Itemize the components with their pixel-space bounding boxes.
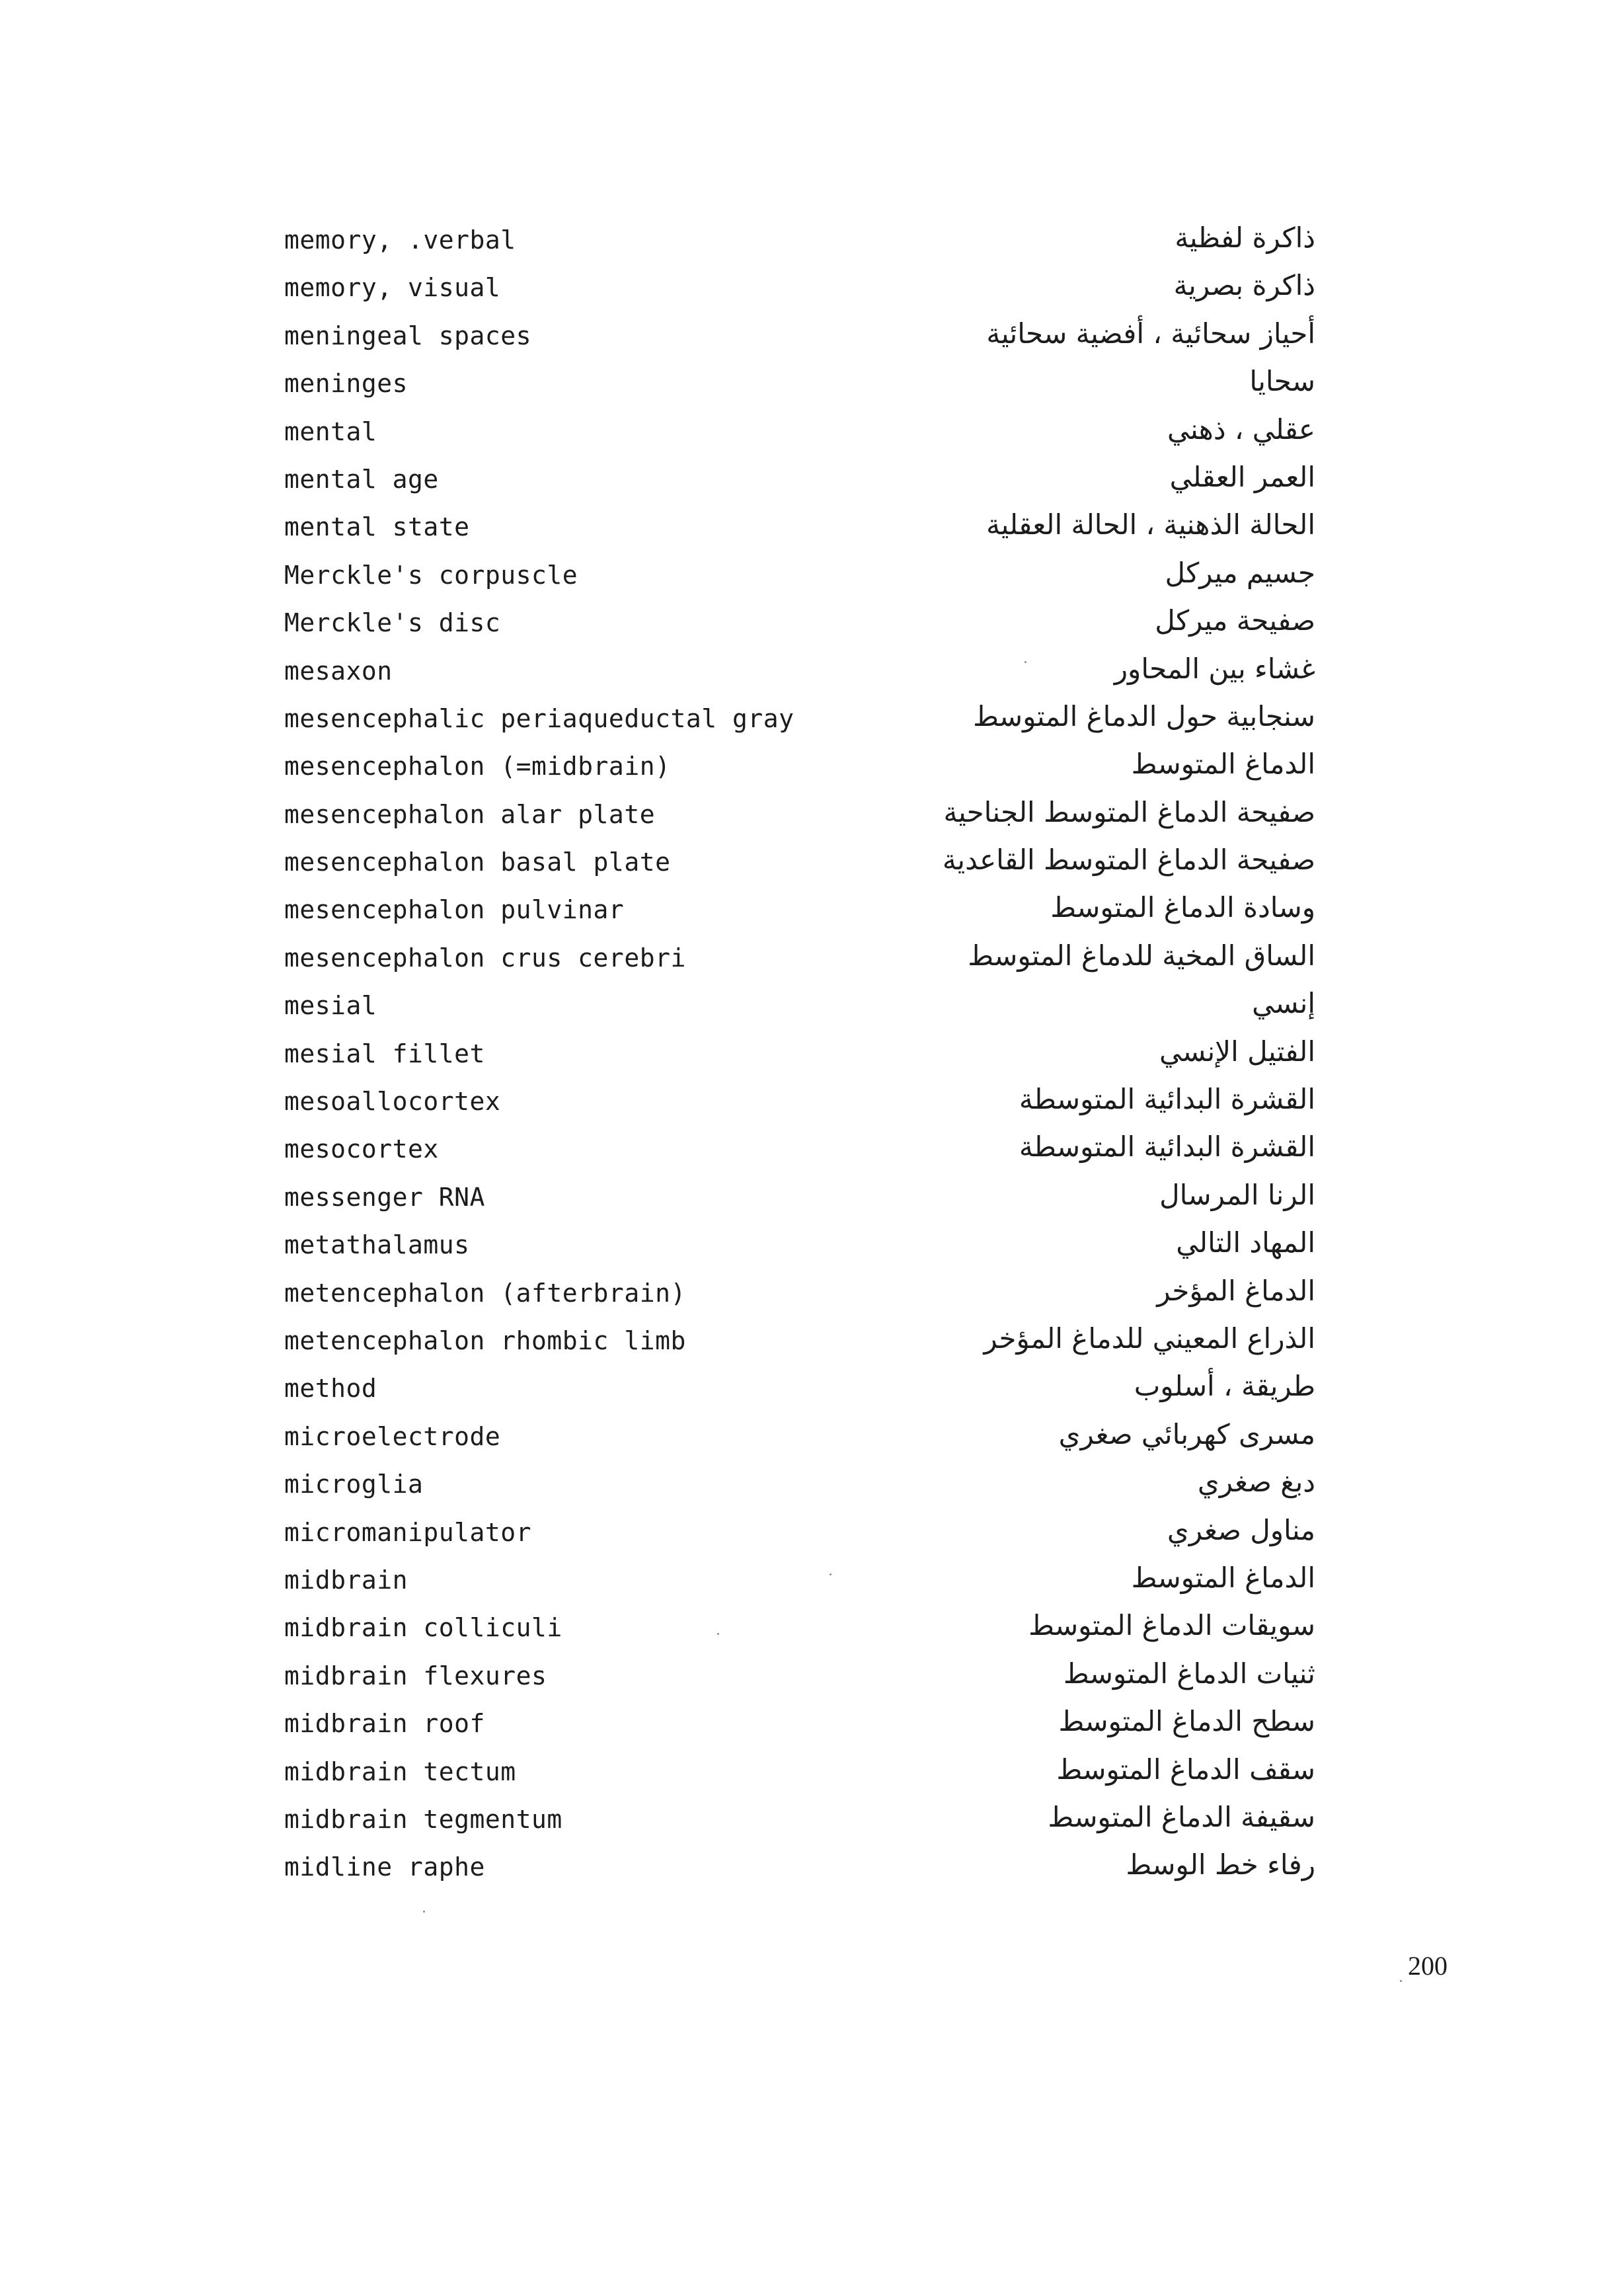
english-term: midbrain tectum — [284, 1757, 516, 1786]
glossary-entry — [284, 984, 1315, 1031]
glossary-entry — [284, 936, 1315, 984]
scan-speck — [1025, 661, 1026, 663]
glossary-list — [284, 218, 1315, 1893]
glossary-entry — [284, 1366, 1315, 1414]
arabic-term: إنسي — [1252, 987, 1315, 1020]
glossary-entry — [284, 505, 1315, 553]
english-term: metathalamus — [284, 1230, 470, 1260]
arabic-term: سقيفة الدماغ المتوسط — [1048, 1800, 1315, 1833]
arabic-term: الحالة الذهنية ، الحالة العقلية — [986, 508, 1315, 541]
arabic-term: صفيحة ميركل — [1155, 604, 1315, 637]
glossary-entry — [284, 1271, 1315, 1319]
arabic-term: صفيحة الدماغ المتوسط القاعدية — [942, 844, 1315, 877]
english-term: meninges — [284, 369, 408, 399]
glossary-entry — [284, 1127, 1315, 1175]
glossary-entry — [284, 1175, 1315, 1223]
arabic-term: المهاد التالي — [1176, 1226, 1315, 1259]
arabic-term: طريقة ، أسلوب — [1134, 1370, 1315, 1403]
english-term: memory, .verbal — [284, 225, 516, 255]
glossary-entry — [284, 553, 1315, 601]
english-term: mesencephalon pulvinar — [284, 895, 625, 925]
arabic-term: الرنا المرسال — [1159, 1178, 1315, 1211]
arabic-term: مناول صغري — [1167, 1513, 1315, 1546]
english-term: memory, visual — [284, 273, 501, 303]
glossary-entry — [284, 1462, 1315, 1510]
arabic-term: ذاكرة بصرية — [1173, 269, 1315, 302]
scan-speck — [717, 1633, 719, 1635]
arabic-term: سقف الدماغ المتوسط — [1056, 1753, 1315, 1786]
arabic-term: القشرة البدائية المتوسطة — [1019, 1083, 1315, 1116]
english-term: mental age — [284, 464, 439, 494]
english-term: method — [284, 1374, 377, 1404]
arabic-term: جسيم ميركل — [1165, 556, 1315, 589]
glossary-entry — [284, 457, 1315, 505]
english-term: midbrain roof — [284, 1709, 485, 1739]
glossary-entry — [284, 1702, 1315, 1749]
glossary-entry — [284, 410, 1315, 457]
english-term: metencephalon rhombic limb — [284, 1326, 686, 1355]
glossary-entry — [284, 1750, 1315, 1798]
english-term: mesencephalon basal plate — [284, 848, 671, 877]
english-term: micromanipulator — [284, 1517, 532, 1547]
arabic-term: ذاكرة لفظية — [1175, 221, 1315, 254]
arabic-term: سنجابية حول الدماغ المتوسط — [973, 699, 1315, 732]
glossary-entry — [284, 697, 1315, 744]
english-term: mesencephalon alar plate — [284, 799, 656, 829]
glossary-entry — [284, 1080, 1315, 1127]
english-term: meningeal spaces — [284, 321, 532, 350]
english-term: mesaxon — [284, 656, 393, 686]
english-term: Merckle's corpuscle — [284, 560, 578, 590]
arabic-term: سحايا — [1249, 365, 1315, 398]
english-term: metencephalon (afterbrain) — [284, 1278, 686, 1308]
english-term: mesial — [284, 991, 377, 1021]
glossary-entry — [284, 218, 1315, 266]
glossary-entry — [284, 888, 1315, 935]
glossary-entry — [284, 266, 1315, 313]
glossary-entry — [284, 1415, 1315, 1462]
arabic-term: الدماغ المتوسط — [1131, 1561, 1315, 1594]
english-term: microelectrode — [284, 1421, 501, 1451]
glossary-entry — [284, 1319, 1315, 1366]
glossary-entry — [284, 840, 1315, 888]
arabic-term: الذراع المعيني للدماغ المؤخر — [984, 1322, 1315, 1355]
english-term: mesencephalon (=midbrain) — [284, 752, 671, 781]
scan-speck — [1400, 1980, 1402, 1982]
english-term: midbrain colliculi — [284, 1613, 562, 1643]
english-term: mental state — [284, 512, 470, 542]
english-term: messenger RNA — [284, 1182, 485, 1212]
arabic-term: صفيحة الدماغ المتوسط الجناحية — [943, 795, 1315, 828]
scan-speck — [830, 1573, 831, 1575]
english-term: midbrain flexures — [284, 1661, 547, 1690]
english-term: midbrain — [284, 1565, 408, 1595]
page-number: 200 — [1408, 1951, 1448, 1981]
arabic-term: دبغ صغري — [1197, 1466, 1315, 1499]
arabic-term: الفتيل الإنسي — [1159, 1035, 1315, 1068]
glossary-entry — [284, 1032, 1315, 1080]
arabic-term: مسرى كهربائي صغري — [1058, 1417, 1315, 1450]
arabic-term: الدماغ المؤخر — [1157, 1274, 1315, 1307]
glossary-entry — [284, 1798, 1315, 1845]
arabic-term: غشاء بين المحاور — [1114, 652, 1315, 685]
glossary-entry — [284, 1654, 1315, 1702]
scan-speck — [423, 1911, 425, 1913]
arabic-term: سطح الدماغ المتوسط — [1058, 1705, 1315, 1738]
arabic-term: سويقات الدماغ المتوسط — [1028, 1609, 1315, 1642]
english-term: microglia — [284, 1470, 424, 1499]
glossary-entry — [284, 1511, 1315, 1558]
arabic-term: أحياز سحائية ، أفضية سحائية — [986, 317, 1315, 350]
arabic-term: ثنيات الدماغ المتوسط — [1063, 1657, 1315, 1690]
english-term: mesencephalon crus cerebri — [284, 943, 686, 972]
arabic-term: العمر العقلي — [1169, 460, 1315, 493]
arabic-term: القشرة البدائية المتوسطة — [1019, 1130, 1315, 1164]
english-term: mesencephalic periaqueductal gray — [284, 703, 794, 733]
english-term: mesocortex — [284, 1134, 439, 1164]
english-term: midline raphe — [284, 1852, 485, 1882]
glossary-entry — [284, 744, 1315, 792]
glossary-entry — [284, 362, 1315, 409]
glossary-entry — [284, 793, 1315, 840]
glossary-entry — [284, 601, 1315, 649]
arabic-term: الدماغ المتوسط — [1131, 748, 1315, 781]
english-term: mental — [284, 416, 377, 446]
glossary-entry — [284, 1845, 1315, 1893]
english-term: Merckle's disc — [284, 608, 501, 638]
glossary-entry — [284, 314, 1315, 362]
glossary-entry — [284, 1558, 1315, 1606]
glossary-entry — [284, 1223, 1315, 1271]
arabic-term: عقلي ، ذهني — [1167, 413, 1315, 446]
english-term: mesoallocortex — [284, 1087, 501, 1117]
english-term: mesial fillet — [284, 1039, 485, 1068]
arabic-term: الساق المخية للدماغ المتوسط — [968, 939, 1315, 972]
arabic-term: رفاء خط الوسط — [1126, 1848, 1315, 1881]
glossary-entry — [284, 1606, 1315, 1653]
glossary-entry — [284, 649, 1315, 697]
english-term: midbrain tegmentum — [284, 1804, 562, 1834]
arabic-term: وسادة الدماغ المتوسط — [1050, 891, 1315, 924]
